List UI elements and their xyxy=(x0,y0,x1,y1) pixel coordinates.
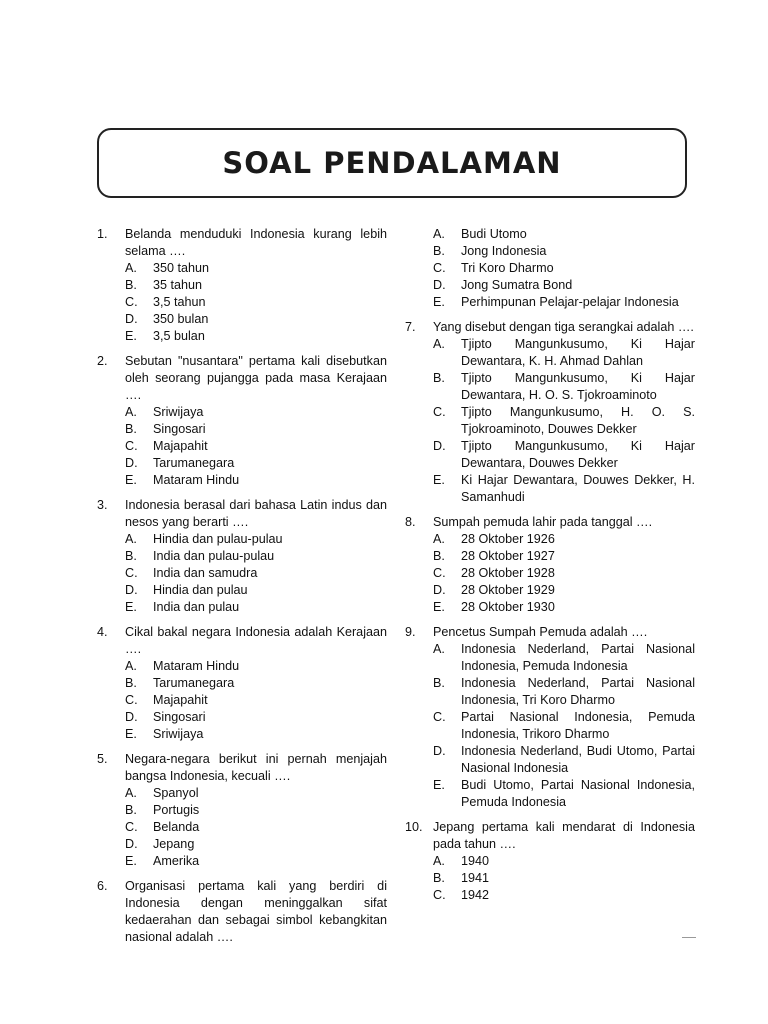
option-text: Ki Hajar Dewantara, Douwes Dekker, H. Samanhudi xyxy=(461,473,695,504)
option-item xyxy=(405,548,695,565)
option-letter: E. xyxy=(125,473,137,487)
option-item xyxy=(97,438,387,455)
option-letter: B. xyxy=(125,422,137,436)
option-text: Perhimpunan Pelajar-pelajar Indonesia xyxy=(461,295,679,309)
option-text: 28 Oktober 1927 xyxy=(461,549,555,563)
option-item xyxy=(97,404,387,421)
option-letter: C. xyxy=(433,405,446,419)
question-item xyxy=(97,353,387,489)
option-text: Tjipto Mangunkusumo, H. O. S. Tjokroaminoto, Douwes Dekker xyxy=(461,405,695,436)
options-list xyxy=(97,260,387,345)
option-text: Mataram Hindu xyxy=(153,659,240,673)
option-letter: D. xyxy=(433,278,446,292)
option-text: India dan pulau-pulau xyxy=(153,549,275,563)
right-column xyxy=(405,226,695,912)
option-item xyxy=(97,836,387,853)
option-letter: B. xyxy=(433,244,445,258)
option-letter: B. xyxy=(125,676,137,690)
option-letter: E. xyxy=(125,854,137,868)
option-letter: D. xyxy=(125,456,138,470)
question-text: Sebutan "nusantara" pertama kali disebutkan oleh seorang pujangga pada masa Kerajaan …. xyxy=(125,354,387,402)
option-item xyxy=(405,370,695,404)
option-item xyxy=(97,658,387,675)
option-text: 35 tahun xyxy=(153,278,203,292)
option-letter: E. xyxy=(125,329,137,343)
option-text: Majapahit xyxy=(153,693,208,707)
option-item xyxy=(405,260,695,277)
option-item xyxy=(405,870,695,887)
question-number: 3. xyxy=(97,498,108,512)
question-text: Jepang pertama kali mendarat di Indonesia pada tahun …. xyxy=(433,820,695,851)
option-letter: E. xyxy=(125,600,137,614)
option-text: Portugis xyxy=(153,803,200,817)
question-text: Yang disebut dengan tiga serangkai adalah …. xyxy=(433,320,694,334)
option-letter: D. xyxy=(433,744,446,758)
option-item xyxy=(405,565,695,582)
question-number: 8. xyxy=(405,515,416,529)
question-head xyxy=(97,878,387,946)
question-number: 1. xyxy=(97,227,108,241)
option-item xyxy=(97,692,387,709)
option-letter: E. xyxy=(433,778,445,792)
option-item xyxy=(97,726,387,743)
question-head xyxy=(97,353,387,404)
option-letter: A. xyxy=(433,532,445,546)
question-item xyxy=(97,751,387,870)
option-item xyxy=(97,785,387,802)
option-item xyxy=(405,336,695,370)
option-letter: C. xyxy=(125,693,138,707)
scan-mark xyxy=(682,937,696,938)
option-text: 1942 xyxy=(461,888,490,902)
continued-options xyxy=(405,226,695,311)
option-text: Singosari xyxy=(153,422,206,436)
option-letter: C. xyxy=(125,439,138,453)
option-item xyxy=(405,582,695,599)
title-box xyxy=(97,128,687,198)
option-item xyxy=(405,675,695,709)
option-item xyxy=(405,641,695,675)
option-item xyxy=(97,548,387,565)
option-letter: D. xyxy=(433,439,446,453)
option-text: 3,5 tahun xyxy=(153,295,206,309)
option-text: Jepang xyxy=(153,837,195,851)
option-text: 28 Oktober 1926 xyxy=(461,532,555,546)
option-item xyxy=(405,853,695,870)
option-letter: D. xyxy=(125,312,138,326)
question-text: Cikal bakal negara Indonesia adalah Kerajaan …. xyxy=(125,625,387,656)
option-letter: A. xyxy=(125,261,137,275)
option-text: Indonesia Nederland, Partai Nasional Indonesia, Pemuda Indonesia xyxy=(461,642,695,673)
option-letter: C. xyxy=(433,566,446,580)
option-letter: B. xyxy=(125,549,137,563)
option-letter: E. xyxy=(125,727,137,741)
question-number: 10. xyxy=(405,820,423,834)
option-letter: A. xyxy=(125,405,137,419)
question-item xyxy=(97,226,387,345)
option-text: India dan samudra xyxy=(153,566,258,580)
question-number: 5. xyxy=(97,752,108,766)
option-letter: A. xyxy=(433,227,445,241)
left-column xyxy=(97,226,387,954)
option-text: Majapahit xyxy=(153,439,208,453)
options-list xyxy=(405,853,695,904)
question-text: Organisasi pertama kali yang berdiri di Indonesia dengan meninggalkan sifat kedaerahan dan sebagai simbol kebangkitan nasional adalah …. xyxy=(125,879,387,944)
option-item xyxy=(405,472,695,506)
option-text: Hindia dan pulau-pulau xyxy=(153,532,283,546)
option-letter: A. xyxy=(433,337,445,351)
option-letter: B. xyxy=(433,871,445,885)
option-item xyxy=(97,819,387,836)
question-text: Pencetus Sumpah Pemuda adalah …. xyxy=(433,625,648,639)
option-item xyxy=(97,709,387,726)
option-text: Indonesia Nederland, Budi Utomo, Partai Nasional Indonesia xyxy=(461,744,695,775)
option-item xyxy=(405,294,695,311)
option-text: Mataram Hindu xyxy=(153,473,240,487)
option-text: 3,5 bulan xyxy=(153,329,205,343)
question-number: 9. xyxy=(405,625,416,639)
options-list xyxy=(405,336,695,506)
option-item xyxy=(97,531,387,548)
question-number: 4. xyxy=(97,625,108,639)
option-text: 28 Oktober 1929 xyxy=(461,583,555,597)
option-item xyxy=(97,802,387,819)
option-item xyxy=(97,328,387,345)
question-item xyxy=(97,624,387,743)
option-item xyxy=(97,853,387,870)
option-letter: C. xyxy=(433,261,446,275)
options-list xyxy=(97,404,387,489)
option-text: Jong Sumatra Bond xyxy=(461,278,573,292)
option-text: 1941 xyxy=(461,871,490,885)
option-text: Tjipto Mangunkusumo, Ki Hajar Dewantara, K. H. Ahmad Dahlan xyxy=(461,337,695,368)
option-item xyxy=(97,582,387,599)
option-letter: C. xyxy=(125,820,138,834)
option-item xyxy=(405,743,695,777)
question-head xyxy=(97,751,387,785)
option-item xyxy=(97,472,387,489)
question-head xyxy=(97,226,387,260)
question-head xyxy=(97,624,387,658)
options-list xyxy=(405,531,695,616)
option-item xyxy=(97,455,387,472)
option-item xyxy=(405,531,695,548)
option-letter: E. xyxy=(433,473,445,487)
option-letter: E. xyxy=(433,295,445,309)
option-letter: B. xyxy=(125,278,137,292)
option-letter: D. xyxy=(125,583,138,597)
option-item xyxy=(97,311,387,328)
option-letter: D. xyxy=(125,710,138,724)
option-text: Budi Utomo xyxy=(461,227,527,241)
option-letter: C. xyxy=(433,888,446,902)
option-text: Tri Koro Dharmo xyxy=(461,261,554,275)
question-head xyxy=(405,319,695,336)
question-head xyxy=(97,497,387,531)
option-text: Tarumanegara xyxy=(153,456,235,470)
option-text: Sriwijaya xyxy=(153,727,204,741)
question-text: Indonesia berasal dari bahasa Latin indus dan nesos yang berarti …. xyxy=(125,498,387,529)
option-item xyxy=(405,277,695,294)
option-text: Jong Indonesia xyxy=(461,244,547,258)
option-letter: B. xyxy=(433,371,445,385)
question-text: Sumpah pemuda lahir pada tanggal …. xyxy=(433,515,653,529)
question-item xyxy=(405,819,695,904)
option-item xyxy=(97,277,387,294)
question-number: 7. xyxy=(405,320,416,334)
question-head xyxy=(405,819,695,853)
option-letter: A. xyxy=(433,854,445,868)
option-text: Amerika xyxy=(153,854,200,868)
question-item xyxy=(405,319,695,506)
option-text: Spanyol xyxy=(153,786,199,800)
option-letter: B. xyxy=(433,549,445,563)
question-number: 2. xyxy=(97,354,108,368)
option-letter: C. xyxy=(125,566,138,580)
option-item xyxy=(97,565,387,582)
option-text: Indonesia Nederland, Partai Nasional Indonesia, Tri Koro Dharmo xyxy=(461,676,695,707)
option-item xyxy=(405,404,695,438)
option-text: Hindia dan pulau xyxy=(153,583,248,597)
option-text: Tjipto Mangunkusumo, Ki Hajar Dewantara, H. O. S. Tjokroaminoto xyxy=(461,371,695,402)
option-letter: C. xyxy=(125,295,138,309)
option-item xyxy=(405,709,695,743)
question-item xyxy=(97,497,387,616)
option-letter: C. xyxy=(433,710,446,724)
option-text: Sriwijaya xyxy=(153,405,204,419)
option-text: Belanda xyxy=(153,820,200,834)
question-text: Belanda menduduki Indonesia kurang lebih selama …. xyxy=(125,227,387,258)
option-text: 350 bulan xyxy=(153,312,209,326)
question-item xyxy=(405,514,695,616)
options-list xyxy=(97,785,387,870)
option-item xyxy=(97,421,387,438)
option-text: Budi Utomo, Partai Nasional Indonesia, Pemuda Indonesia xyxy=(461,778,695,809)
options-list xyxy=(97,531,387,616)
option-text: Singosari xyxy=(153,710,206,724)
option-letter: D. xyxy=(125,837,138,851)
question-text: Negara-negara berikut ini pernah menjajah bangsa Indonesia, kecuali …. xyxy=(125,752,387,783)
question-item xyxy=(405,624,695,811)
option-text: 1940 xyxy=(461,854,490,868)
question-head xyxy=(405,514,695,531)
options-list xyxy=(405,641,695,811)
option-item xyxy=(97,675,387,692)
page-title: SOAL PENDALAMAN xyxy=(222,146,562,180)
option-letter: D. xyxy=(433,583,446,597)
option-item xyxy=(405,438,695,472)
option-letter: A. xyxy=(125,786,137,800)
option-text: Tjipto Mangunkusumo, Ki Hajar Dewantara, Douwes Dekker xyxy=(461,439,695,470)
option-letter: A. xyxy=(125,532,137,546)
option-text: 28 Oktober 1930 xyxy=(461,600,555,614)
option-letter: B. xyxy=(433,676,445,690)
option-item xyxy=(405,887,695,904)
option-letter: B. xyxy=(125,803,137,817)
option-letter: A. xyxy=(433,642,445,656)
option-item xyxy=(405,777,695,811)
option-letter: A. xyxy=(125,659,137,673)
option-item xyxy=(97,599,387,616)
question-head xyxy=(405,624,695,641)
option-text: Partai Nasional Indonesia, Pemuda Indonesia, Trikoro Dharmo xyxy=(461,710,695,741)
option-item xyxy=(97,294,387,311)
option-item xyxy=(405,599,695,616)
option-letter: E. xyxy=(433,600,445,614)
option-text: 350 tahun xyxy=(153,261,210,275)
options-list xyxy=(97,658,387,743)
option-item xyxy=(97,260,387,277)
question-item xyxy=(97,878,387,946)
option-text: India dan pulau xyxy=(153,600,240,614)
option-text: Tarumanegara xyxy=(153,676,235,690)
question-number: 6. xyxy=(97,879,108,893)
option-item xyxy=(405,243,695,260)
option-text: 28 Oktober 1928 xyxy=(461,566,555,580)
option-item xyxy=(405,226,695,243)
